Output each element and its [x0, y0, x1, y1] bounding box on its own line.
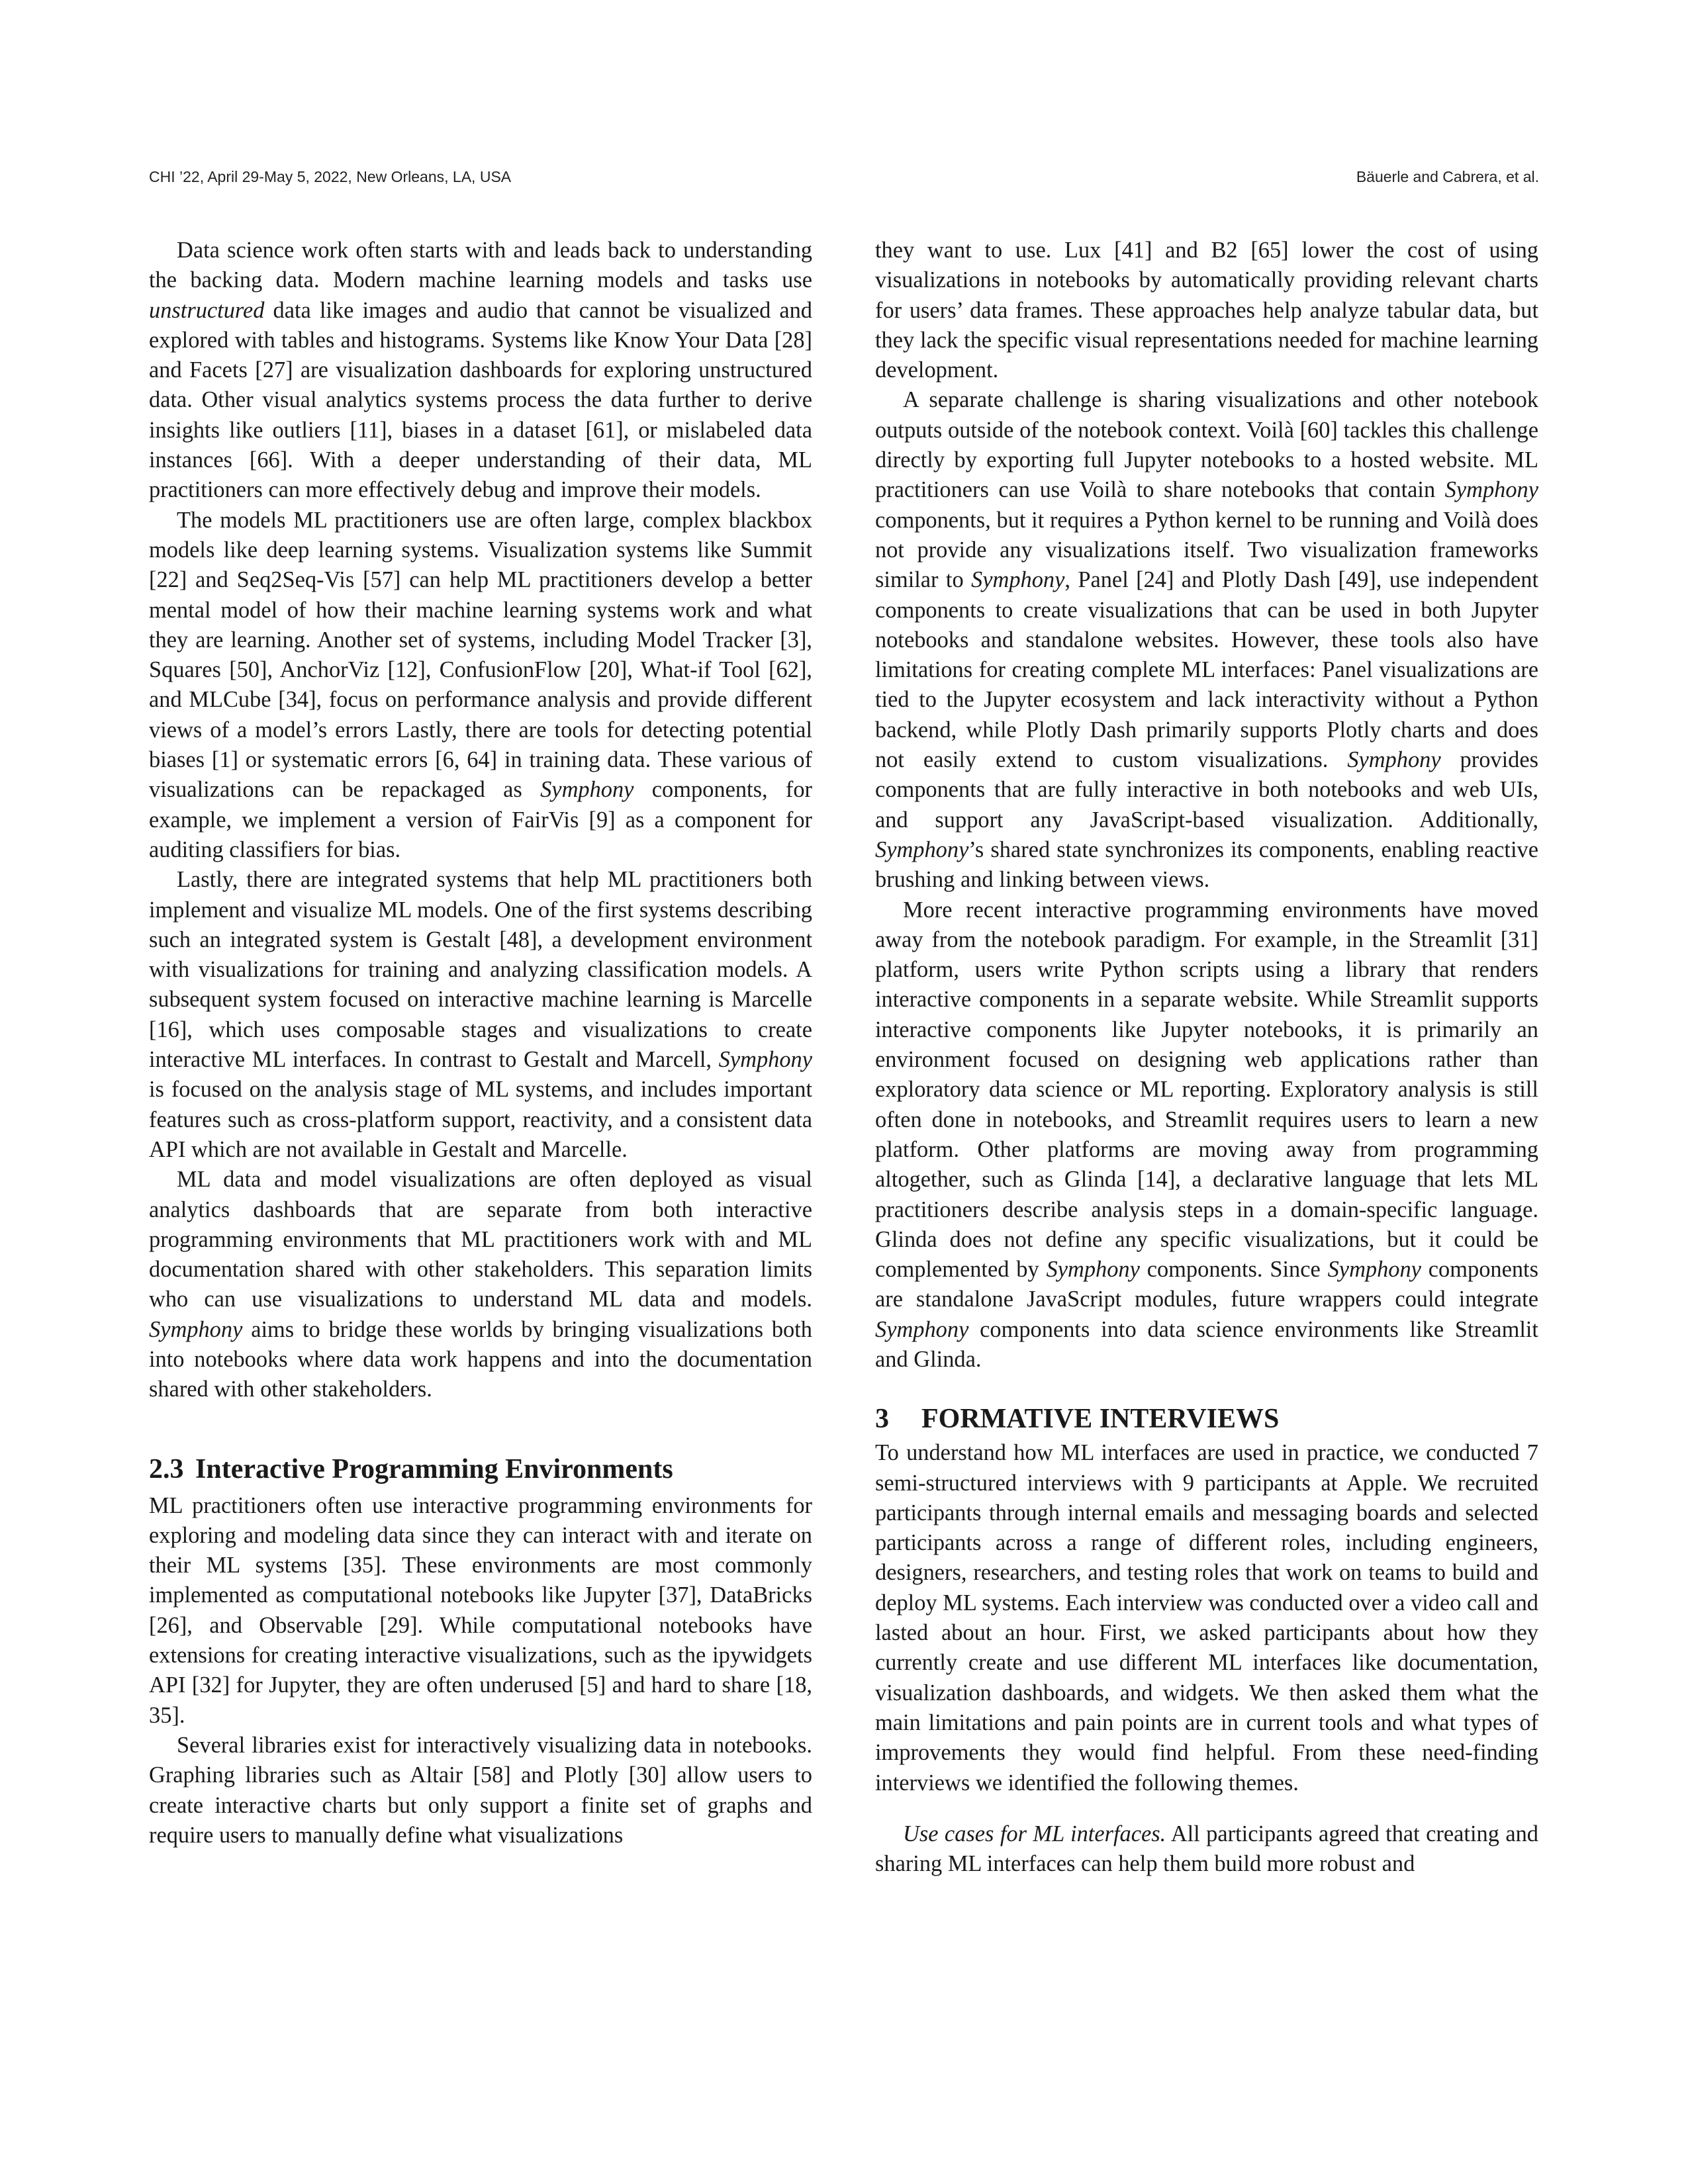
paragraph: To understand how ML interfaces are used in practice, we conducted 7 semi-structured interviews with 9 participants at Apple. We recruited participants through internal emails and messaging boards and selected participants across a range of different roles, including engineers, designers, researchers, and testing roles that work on teams to build and deploy ML systems. Each interview was conducted over a video call and lasted about an hour. First, we asked participants about how they currently create and use different ML interfaces like documentation, visualization dashboards, and widgets. We then asked them what the main limitations and pain points are in current tools and what types of improvements they would find helpful. From these need-finding interviews we identified the following themes. [875, 1440, 1538, 1796]
section-number: 2.3 [149, 1453, 184, 1484]
section-title: FORMATIVE INTERVIEWS [921, 1404, 1280, 1435]
paragraph: A separate challenge is sharing visualizations and other notebook outputs outside of the notebook context. Voilà [60] tackles this challenge directly by exporting full Jupyter notebooks to a hosted website. ML practitioners can use Voilà to share notebooks that contain Symphony components, but it requires a Python kernel to be running and Voilà does not provide any visualizations itself. Two visualization frameworks similar to Symphony, Panel [24] and Plotly Dash [49], use independent components to create visualizations that can be used in both Jupyter notebooks and standalone websites. However, these tools also have limitations for creating complete ML interfaces: Panel visualizations are tied to the Jupyter ecosystem and lack interactivity without a Python backend, while Plotly Dash primarily supports Plotly charts and does not easily extend to custom visualizations. Symphony provides components that are fully interactive in both notebooks and web UIs, and support any JavaScript-based visualization. Additionally, Symphony’s shared state synchronizes its components, enabling reactive brushing and linking between views. [875, 387, 1539, 893]
paragraph: Use cases for ML interfaces. All participants agreed that creating and sharing ML interfaces can help them build more robust and [875, 1821, 1538, 1877]
section-title: Interactive Programming Environments [195, 1453, 673, 1484]
paragraph: The models ML practitioners use are often large, complex blackbox models like deep learning systems. Visualization systems like Summit [22] and Seq2Seq-Vis [57] can help ML practitioners develop a better mental model of how their machine learning systems work and what they are learning. Another set of systems, including Model Tracker [3], Squares [50], AnchorViz [12], ConfusionFlow [20], What-if Tool [62], and MLCube [34], focus on performance analysis and provide different views of a model’s errors Lastly, there are tools for detecting potential biases [1] or systematic errors [6, 64] in training data. These various of visualizations can be repackaged as Symphony components, for example, we implement a version of FairVis [9] as a component for auditing classifiers for bias. [149, 507, 812, 862]
section-heading [149, 1453, 812, 1486]
paragraph: they want to use. Lux [41] and B2 [65] lower the cost of using visualizations in notebooks by automatically providing relevant charts for users’ data frames. These approaches help analyze tabular data, but they lack the specific visual representations needed for machine learning development. [875, 238, 1538, 383]
paragraph: ML practitioners often use interactive programming environments for exploring and modeling data since they can interact with and iterate on their ML systems [35]. These environments are most commonly implemented as computational notebooks like Jupyter [37], DataBricks [26], and Observable [29]. While computational notebooks have extensions for creating interactive visualizations, such as the ipywidgets API [32] for Jupyter, they are often underused [5] and hard to share [18, 35]. [149, 1492, 812, 1728]
paragraph: Data science work often starts with and leads back to understanding the backing data. Modern machine learning models and tasks use unstructured data like images and audio that cannot be visualized and explored with tables and histograms. Systems like Know Your Data [28] and Facets [27] are visualization dashboards for exploring unstructured data. Other visual analytics systems process the data further to derive insights like outliers [11], biases in a dataset [61], or mislabeled data instances [66]. With a deeper understanding of their data, ML practitioners can more effectively debug and improve their models. [149, 238, 812, 503]
run-in-heading: Use cases for ML interfaces. [903, 1821, 1166, 1846]
paragraph: More recent interactive programming environments have moved away from the notebook paradigm. For example, in the Streamlit [31] platform, users write Python scripts using a library that renders interactive components in a separate website. While Streamlit supports interactive components like Jupyter notebooks, it is primarily an environment focused on designing web applications rather than exploratory data science or ML reporting. Exploratory analysis is still often done in notebooks, and Streamlit requires users to learn a new platform. Other platforms are moving away from programming altogether, such as Glinda [14], a declarative language that lets ML practitioners describe analysis steps in a domain-specific language. Glinda does not define any specific visualizations, but it could be complemented by Symphony components. Since Symphony components are standalone JavaScript modules, future wrappers could integrate Symphony components into data science environments like Streamlit and Glinda. [875, 897, 1538, 1372]
paragraph: Lastly, there are integrated systems that help ML practitioners both implement and visualize ML models. One of the first systems describing such an integrated system is Gestalt [48], a development environment with visualizations for training and analyzing classification models. A subsequent system focused on interactive machine learning is Marcelle [16], which uses composable stages and visualizations to create interactive ML interfaces. In contrast to Gestalt and Marcell, Symphony is focused on the analysis stage of ML systems, and includes important features such as cross-platform support, reactivity, and a consistent data API which are not available in Gestalt and Marcelle. [149, 867, 812, 1162]
section-heading [875, 1402, 1538, 1435]
paragraph: ML data and model visualizations are often deployed as visual analytics dashboards that are separate from both interactive programming environments that ML practitioners work with and ML documentation shared with other stakeholders. This separation limits who can use visualizations to understand ML data and models. Symphony aims to bridge these worlds by bringing visualizations both into notebooks where data work happens and into the documentation shared with other stakeholders. [149, 1167, 812, 1402]
running-header-authors: Bäuerle and Cabrera, et al. [1356, 168, 1539, 185]
section-number: 3 [875, 1404, 889, 1435]
running-header-venue: CHI ’22, April 29-May 5, 2022, New Orleans, LA, USA [149, 168, 512, 185]
paragraph: Several libraries exist for interactively visualizing data in notebooks. Graphing libraries such as Altair [58] and Plotly [30] allow users to create interactive charts but only support a finite set of graphs and require users to manually define what visualizations [149, 1732, 812, 1848]
right-column [875, 236, 1538, 1879]
left-column [149, 236, 812, 1850]
